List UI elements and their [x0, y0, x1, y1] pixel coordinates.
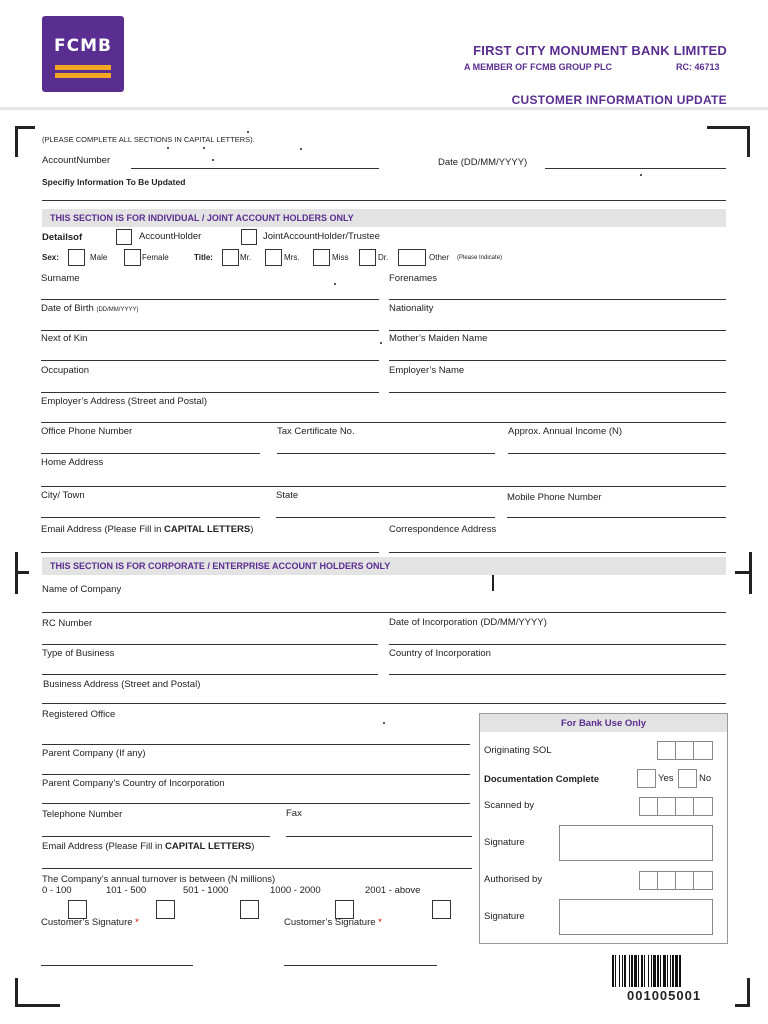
doc-no-label: No: [699, 773, 712, 784]
turnover-range-1: 0 - 100: [42, 885, 72, 896]
scanned-by-label: Scanned by: [484, 800, 535, 811]
sol-cell[interactable]: [693, 741, 713, 760]
doc-complete-label: Documentation Complete: [484, 774, 600, 785]
fcmb-logo: [42, 16, 124, 92]
turnover-checkbox[interactable]: [240, 900, 259, 919]
please-indicate-text: (Please Indicate): [457, 255, 503, 261]
home-address-field[interactable]: [41, 486, 726, 487]
turnover-checkbox[interactable]: [432, 900, 451, 919]
tax-cert-field[interactable]: [277, 453, 495, 454]
customer-signature-field-2[interactable]: [284, 965, 437, 966]
forenames-field[interactable]: [389, 299, 726, 300]
maiden-name-label: Mother’s Maiden Name: [389, 333, 488, 344]
corner-mark: [15, 126, 35, 157]
tax-cert-label: Tax Certificate No.: [277, 426, 355, 437]
customer-signature-field-1[interactable]: [41, 965, 193, 966]
mrs-label: Mrs.: [284, 253, 300, 262]
barcode-bar: [651, 955, 652, 987]
barcode-bar: [648, 955, 649, 987]
employer-name-label: Employer’s Name: [389, 365, 465, 376]
parent-country-field[interactable]: [42, 803, 470, 804]
originating-sol-label: Originating SOL: [484, 745, 552, 756]
dr-checkbox[interactable]: [359, 249, 376, 266]
corner-mark: [735, 978, 750, 1007]
nationality-field[interactable]: [389, 330, 726, 331]
incorporation-date-label: Date of Incorporation (DD/MM/YYYY): [389, 617, 547, 628]
date-label: Date (DD/MM/YYYY): [438, 157, 528, 168]
barcode-bar: [615, 955, 616, 987]
corporate-email-field[interactable]: [42, 868, 472, 869]
female-checkbox[interactable]: [124, 249, 141, 266]
bank-use-title: For Bank Use Only: [561, 718, 646, 729]
office-phone-field[interactable]: [41, 453, 260, 454]
business-address-label: Business Address (Street and Postal): [43, 679, 201, 690]
customer-signature-label-2: Customer’s Signature *: [284, 917, 382, 928]
corner-mark: [15, 978, 60, 1007]
annual-income-label: Approx. Annual Income (N): [508, 426, 623, 437]
authorised-by-label: Authorised by: [484, 874, 543, 885]
barcode-bar: [629, 955, 630, 987]
barcode-bar: [667, 955, 668, 987]
barcode-bar: [653, 955, 656, 987]
incorporation-date-field[interactable]: [389, 644, 726, 645]
barcode-bar: [631, 955, 633, 987]
sol-cell[interactable]: [657, 741, 676, 760]
barcode-bar: [679, 955, 681, 987]
turnover-range-2: 101 - 500: [106, 885, 147, 896]
fax-field[interactable]: [286, 836, 472, 837]
rc-number-text: RC: 46713: [676, 62, 720, 72]
correspondence-label: Correspondence Address: [389, 524, 497, 535]
turnover-range-4: 1000 - 2000: [270, 885, 321, 896]
corner-mark: [15, 571, 29, 574]
bank-signature-label-2: Signature: [484, 911, 525, 922]
scanned-cell[interactable]: [693, 797, 713, 816]
incorporation-country-label: Country of Incorporation: [389, 648, 491, 659]
corporate-email-label: Email Address (Please Fill in CAPITAL LETTERS): [42, 841, 255, 852]
city-label: City/ Town: [41, 490, 85, 501]
bank-use-header: [480, 714, 727, 732]
bank-name: FIRST CITY MONUMENT BANK LIMITED: [473, 43, 727, 58]
authorised-cell[interactable]: [693, 871, 713, 890]
instruction-text: (PLEASE COMPLETE ALL SECTIONS IN CAPITAL LETTERS).: [42, 135, 255, 144]
home-address-label: Home Address: [41, 457, 104, 468]
business-type-field[interactable]: [42, 674, 378, 675]
rc-number-label: RC Number: [42, 618, 93, 629]
sol-cell[interactable]: [675, 741, 694, 760]
registered-office-label: Registered Office: [42, 709, 116, 720]
rc-number-field[interactable]: [42, 644, 378, 645]
barcode-bar: [634, 955, 637, 987]
barcode-bar: [644, 955, 645, 987]
barcode: [612, 955, 725, 987]
telephone-label: Telephone Number: [42, 809, 123, 820]
annual-income-field[interactable]: [508, 453, 726, 454]
individual-section-title: THIS SECTION IS FOR INDIVIDUAL / JOINT ACCOUNT HOLDERS ONLY: [50, 213, 354, 223]
barcode-bar: [672, 955, 674, 987]
next-of-kin-label: Next of Kin: [41, 333, 88, 344]
corner-mark: [707, 126, 750, 157]
parent-company-field[interactable]: [42, 774, 470, 775]
state-field[interactable]: [276, 517, 495, 518]
corporate-section-band: [42, 557, 726, 575]
account-holder-label: AccountHolder: [139, 231, 202, 242]
state-label: State: [276, 490, 299, 501]
barcode-bar: [641, 955, 643, 987]
joint-holder-label: JointAccountHolder/Trustee: [263, 231, 380, 242]
doc-yes-label: Yes: [658, 773, 674, 784]
parent-company-label: Parent Company (If any): [42, 748, 146, 759]
parent-country-label: Parent Company’s Country of Incorporation: [42, 778, 225, 789]
specify-field[interactable]: [42, 200, 726, 201]
barcode-bar: [663, 955, 666, 987]
turnover-label: The Company’s annual turnover is between (N millions): [42, 874, 276, 885]
corporate-section-title: THIS SECTION IS FOR CORPORATE / ENTERPRISE ACCOUNT HOLDERS ONLY: [50, 561, 391, 571]
title-label: Title:: [194, 253, 213, 262]
turnover-range-3: 501 - 1000: [183, 885, 229, 896]
incorporation-country-field[interactable]: [389, 674, 726, 675]
employer-name-field[interactable]: [389, 392, 726, 393]
business-address-field[interactable]: [42, 703, 726, 704]
barcode-bar: [670, 955, 671, 987]
nationality-label: Nationality: [389, 303, 434, 314]
individual-section-band: [42, 209, 726, 227]
authorised-cell[interactable]: [639, 871, 658, 890]
occupation-label: Occupation: [41, 365, 90, 376]
scanned-cell[interactable]: [657, 797, 676, 816]
maiden-name-field[interactable]: [389, 360, 726, 361]
barcode-bar: [619, 955, 620, 987]
barcode-bar: [660, 955, 661, 987]
date-field[interactable]: [545, 168, 726, 169]
occupation-field[interactable]: [41, 392, 379, 393]
corner-mark: [735, 571, 749, 574]
group-member-text: A MEMBER OF FCMB GROUP PLC: [464, 62, 612, 72]
bank-signature-label-1: Signature: [484, 837, 525, 848]
logo-bar: [55, 65, 111, 70]
mr-checkbox[interactable]: [222, 249, 239, 266]
female-label: Female: [142, 253, 169, 262]
scanned-cell[interactable]: [675, 797, 694, 816]
doc-no-checkbox[interactable]: [678, 769, 697, 788]
serial-number: 001005001: [627, 988, 702, 1003]
surname-label: Surname: [41, 273, 80, 284]
next-of-kin-field[interactable]: [41, 360, 379, 361]
surname-field[interactable]: [41, 299, 379, 300]
male-label: Male: [90, 253, 108, 262]
header-divider: [0, 107, 768, 110]
city-field[interactable]: [41, 517, 260, 518]
turnover-range-5: 2001 - above: [365, 885, 421, 896]
logo-text: FCMB: [54, 36, 112, 56]
dr-label: Dr.: [378, 253, 389, 262]
business-type-label: Type of Business: [42, 648, 115, 659]
registered-office-field[interactable]: [42, 744, 470, 745]
details-of-label: Detailsof: [42, 232, 83, 243]
mr-label: Mr.: [240, 253, 252, 262]
office-phone-label: Office Phone Number: [41, 426, 133, 437]
email-field[interactable]: [41, 552, 379, 553]
specify-label: Specifiy Information To Be Updated: [42, 177, 186, 187]
doc-yes-checkbox[interactable]: [637, 769, 656, 788]
barcode-bar: [622, 955, 623, 987]
barcode-bar: [657, 955, 659, 987]
dob-field[interactable]: [41, 330, 379, 331]
turnover-checkbox[interactable]: [156, 900, 175, 919]
telephone-field[interactable]: [42, 836, 270, 837]
barcode-bar: [624, 955, 626, 987]
miss-label: Miss: [332, 253, 349, 262]
barcode-bar: [675, 955, 678, 987]
form-title: CUSTOMER INFORMATION UPDATE: [511, 93, 727, 107]
correspondence-field[interactable]: [389, 552, 726, 553]
account-holder-checkbox[interactable]: [116, 229, 132, 245]
company-name-label: Name of Company: [42, 584, 122, 595]
joint-holder-checkbox[interactable]: [241, 229, 257, 245]
other-title-box[interactable]: [398, 249, 426, 266]
account-number-label: AccountNumber: [42, 155, 111, 166]
employer-address-label: Employer’s Address (Street and Postal): [41, 396, 207, 407]
sex-label: Sex:: [42, 253, 59, 262]
authorised-cell[interactable]: [657, 871, 676, 890]
scanned-cell[interactable]: [639, 797, 658, 816]
forenames-label: Forenames: [389, 273, 438, 284]
male-checkbox[interactable]: [68, 249, 85, 266]
email-label: Email Address (Please Fill in CAPITAL LETTERS): [41, 524, 254, 535]
authorised-cell[interactable]: [675, 871, 694, 890]
miss-checkbox[interactable]: [313, 249, 330, 266]
mrs-checkbox[interactable]: [265, 249, 282, 266]
mobile-field[interactable]: [507, 517, 726, 518]
account-number-field[interactable]: [131, 168, 379, 169]
bank-signature-box-2[interactable]: [559, 899, 713, 935]
company-name-field[interactable]: [42, 612, 726, 613]
other-label: Other: [429, 253, 450, 262]
barcode-bar: [612, 955, 614, 987]
mobile-label: Mobile Phone Number: [507, 492, 602, 503]
bank-signature-box-1[interactable]: [559, 825, 713, 861]
customer-signature-label-1: Customer’s Signature *: [41, 917, 139, 928]
barcode-bar: [638, 955, 639, 987]
employer-address-field[interactable]: [41, 422, 726, 423]
logo-bar: [55, 73, 111, 78]
fax-label: Fax: [286, 808, 302, 819]
dob-label: Date of Birth (DD/MM/YYYY): [41, 303, 139, 314]
